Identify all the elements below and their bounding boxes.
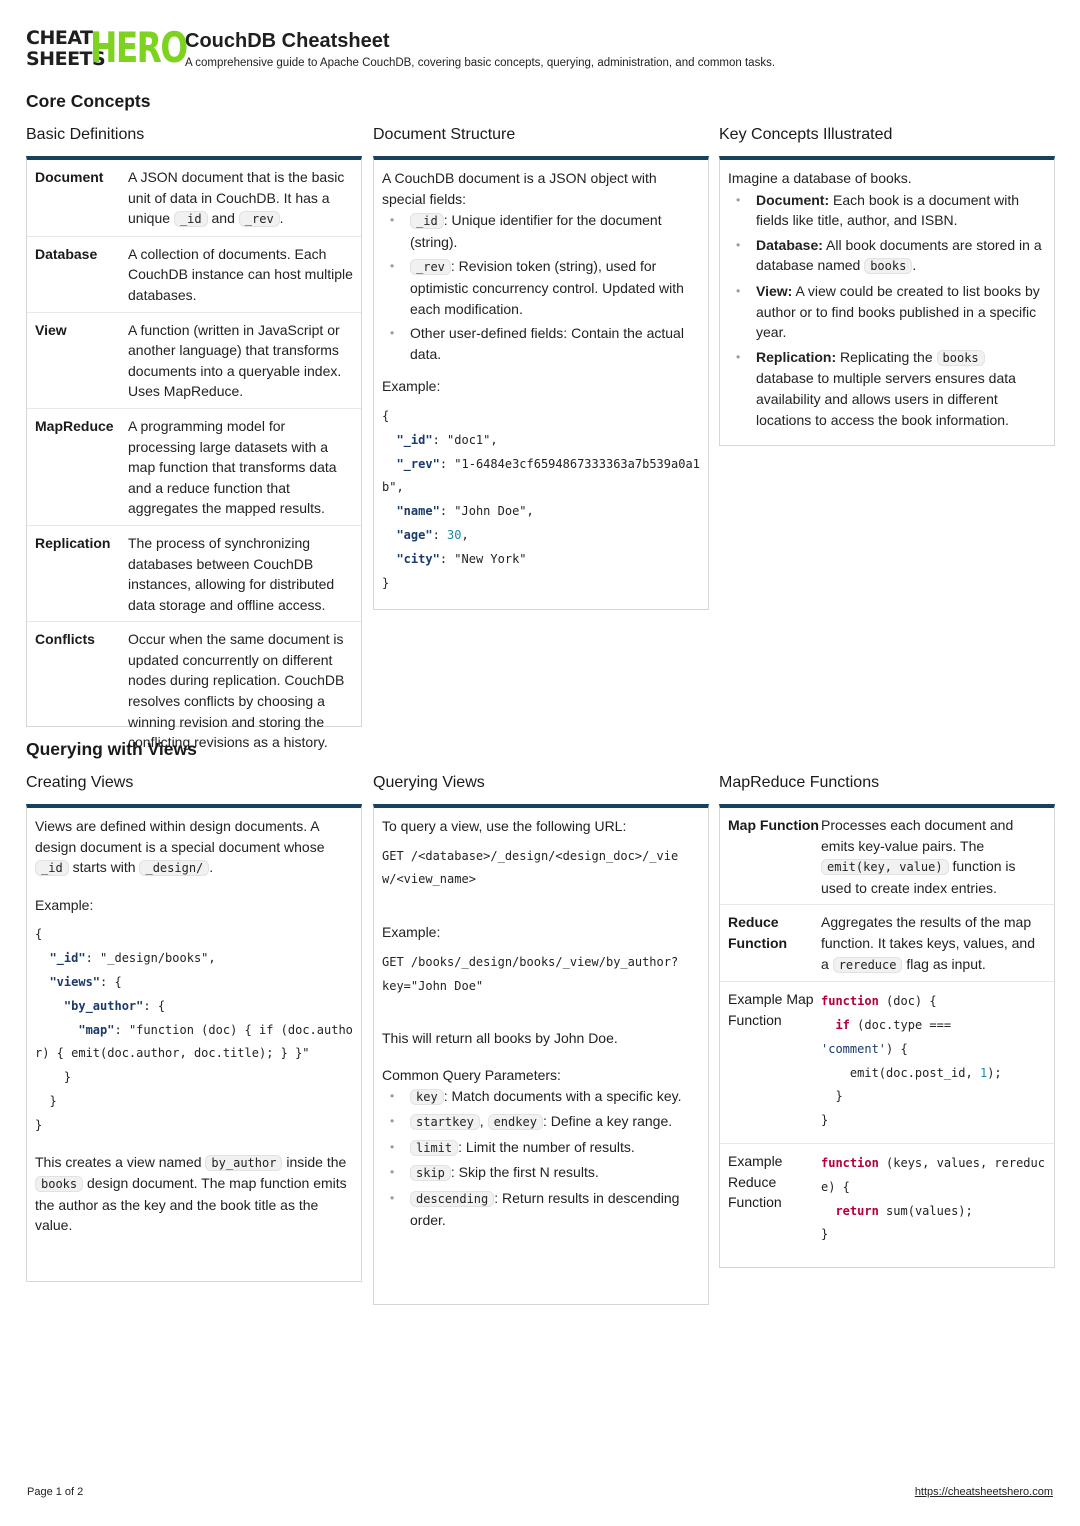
definition-row	[720, 1144, 1054, 1253]
inline-code: startkey	[410, 1114, 480, 1130]
list-item: • Database: All book documents are stored in a database named books .	[728, 235, 1046, 277]
code-token: {	[35, 927, 43, 942]
map-function-example	[821, 989, 1046, 1133]
list-item-text: : Unique identifier for the document (string).	[410, 212, 662, 250]
inline-code: endkey	[488, 1114, 543, 1130]
key-concepts-card	[719, 156, 1055, 446]
inline-code: _id	[174, 211, 208, 227]
list-item-text: Replicating the	[840, 348, 933, 365]
definition-text: A JSON document that is the basic unit of data in CouchDB. It has a unique _id and _rev .	[128, 169, 345, 227]
list-item	[382, 1188, 700, 1230]
logo-text-sheets: SHEETS	[26, 48, 106, 70]
definition-term: Document	[35, 169, 104, 185]
inline-code: _rev	[410, 259, 451, 275]
logo-text-hero: HERO	[90, 23, 187, 72]
example-url-code: GET /books/_design/books/_view/by_author?key="John Doe"	[382, 954, 679, 993]
definition-row	[27, 160, 361, 237]
text-part: inside the	[286, 1153, 347, 1170]
page-header	[26, 23, 1056, 74]
code-token: }	[49, 1093, 57, 1108]
text-part: Views are defined within design documents. A design document is a special document whose	[35, 818, 325, 855]
definition-text-part: and	[211, 210, 235, 227]
document-structure-intro: A CouchDB document is a JSON object with special fields:	[382, 170, 657, 207]
definition-text: A collection of documents. Each CouchDB instance can host multiple databases.	[128, 245, 353, 303]
definition-text	[821, 815, 1046, 898]
text-part: This creates a view named	[35, 1153, 202, 1170]
document-structure-card	[373, 156, 709, 610]
code-keyword: if	[835, 1017, 850, 1032]
query-result-text: This will return all books by John Doe.	[382, 1030, 618, 1047]
design-doc-example-code: { "_id": "_design/books", "views": { "by_author": { "map": "function (doc) { if (doc.author) { emit(doc.author, doc.title); } }" } } }	[35, 927, 353, 1132]
code-key: "_id"	[49, 951, 86, 966]
view-url-code: GET /<database>/_design/<design_doc>/_view/<view_name>	[382, 848, 679, 887]
code-token: (doc) {	[886, 994, 937, 1009]
inline-code: _design/	[139, 860, 209, 876]
list-item	[382, 1137, 700, 1159]
cheatsheetshero-logo[interactable]	[26, 23, 187, 72]
list-item	[728, 281, 1046, 343]
logo-text-cheat: CHEAT	[26, 27, 93, 49]
list-item-label: Database:	[756, 236, 823, 253]
inline-code: limit	[410, 1140, 458, 1156]
definition-term: View	[35, 321, 67, 338]
list-item-text: : Return results in descending order.	[410, 1189, 680, 1228]
code-token: ) {	[886, 1041, 908, 1056]
inline-code: books	[937, 350, 985, 366]
example-label: Example:	[382, 924, 441, 941]
card-title-creating-views: Creating Views	[26, 774, 134, 791]
code-token: }	[821, 1227, 829, 1242]
querying-views-card	[373, 804, 709, 1305]
list-item-text: Each book is a document with fields like title, author, and ISBN.	[756, 191, 1020, 229]
list-item-text: Other user-defined fields: Contain the actual data.	[410, 325, 684, 362]
definition-text: A function (written in JavaScript or another language) that transforms documents into a queryable index. Uses MapReduce.	[128, 321, 342, 400]
code-key: "by_author"	[63, 998, 144, 1013]
text-part: flag as input.	[906, 955, 986, 972]
text-part: Processes each document and emits key-value pairs. The	[821, 817, 1014, 854]
code-token: (keys, values, rereduce) {	[821, 1155, 1045, 1194]
inline-code: emit(key, value)	[821, 859, 949, 875]
page-number: Page 1 of 2	[27, 1486, 84, 1498]
inline-code: rereduce	[833, 957, 903, 973]
code-token: (doc.type ===	[857, 1017, 952, 1032]
code-token: }	[821, 1113, 829, 1128]
inline-code: _id	[35, 860, 69, 876]
text-part: Aggregates the results of the map function. It takes keys, values, and a	[821, 914, 1036, 972]
key-concepts-list	[728, 190, 1046, 431]
code-value: "function (doc) { if (doc.author) { emit(doc.author, doc.title); } }"	[35, 1022, 353, 1061]
definition-term: MapReduce	[35, 417, 114, 434]
special-fields-list	[382, 210, 700, 364]
creating-views-intro: Views are defined within design documents. A design document is a special document whose _id starts with _design/ .	[35, 818, 325, 876]
example-label: Example:	[382, 378, 441, 395]
code-token: emit(doc.post_id,	[849, 1065, 973, 1080]
code-key: "age"	[396, 527, 433, 542]
list-item	[728, 190, 1046, 231]
definition-term: Example Map Function	[728, 991, 814, 1028]
creating-views-card	[26, 804, 362, 1282]
list-item-text: : Skip the first N results.	[450, 1164, 599, 1181]
list-item	[382, 1162, 700, 1184]
card-title-key-concepts: Key Concepts Illustrated	[719, 126, 893, 143]
code-key: "map"	[78, 1022, 115, 1037]
list-item-text: : Match documents with a specific key.	[443, 1087, 682, 1104]
list-item-text: A view could be created to list books by author or to find books published in a specific year.	[756, 282, 1040, 341]
code-token: }	[63, 1070, 72, 1085]
definition-text: Occur when the same document is updated concurrently on different nodes during replication. CouchDB resolves conflicts by choosing a winning revision and storing the conflicting revisions as a history.	[128, 631, 345, 751]
query-params-list	[382, 1086, 700, 1231]
card-title-document-structure: Document Structure	[373, 126, 516, 143]
code-key: "_rev"	[396, 456, 440, 471]
text-part: design document. The map function emits the author as the key and the book title as the value.	[35, 1175, 347, 1234]
definition-row	[720, 905, 1054, 982]
creating-views-outro	[35, 1152, 353, 1236]
list-item: • startkey , endkey : Define a key range.	[382, 1111, 700, 1133]
definition-term: Database	[35, 245, 98, 262]
section-title-core-concepts: Core Concepts	[26, 91, 151, 111]
list-item-label: View:	[756, 282, 793, 299]
definition-row	[27, 526, 361, 622]
list-item-label: Replication:	[756, 348, 837, 365]
key-concepts-intro: Imagine a database of books.	[728, 170, 912, 186]
reduce-function-code	[821, 1152, 1046, 1247]
inline-code: books	[35, 1176, 83, 1192]
definition-text: A programming model for processing large datasets with a map function that transforms data and a reduce function that aggregates the mapped results.	[128, 417, 337, 517]
code-value: "_design/books"	[100, 951, 209, 966]
list-item-text: : Revision token (string), used for optimistic concurrency control. Updated with each modification.	[410, 258, 684, 317]
code-token: {	[382, 408, 390, 423]
code-value: "New York"	[454, 551, 527, 566]
list-item-text: database to multiple servers ensures data availability and allows users in different locations to access the book information.	[756, 370, 1016, 428]
definition-term: Replication	[35, 534, 111, 551]
example-label: Example:	[35, 896, 94, 913]
code-token: sum(values);	[886, 1203, 973, 1218]
inline-code: by_author	[205, 1155, 282, 1171]
page-subtitle: A comprehensive guide to Apache CouchDB, covering basic concepts, querying, administration, and common tasks.	[185, 57, 776, 69]
definition-row	[720, 982, 1054, 1144]
page-title: CouchDB Cheatsheet	[185, 30, 390, 52]
code-token: }	[35, 1117, 43, 1132]
section-title-querying-views: Querying with Views	[26, 739, 197, 759]
inline-code: descending	[410, 1191, 494, 1207]
definition-text	[821, 912, 1046, 975]
inline-code: key	[410, 1089, 444, 1105]
code-value: "John Doe"	[454, 504, 527, 519]
code-number: 30	[447, 527, 462, 542]
definition-text-part: A JSON document that is the basic unit of data in CouchDB. It has a unique	[128, 169, 345, 227]
code-token: }	[382, 575, 390, 590]
definition-term: Example Reduce Function	[728, 1152, 783, 1211]
definition-row	[27, 237, 361, 313]
list-item	[382, 256, 700, 319]
text-part: function is used to create index entries.	[821, 858, 1016, 896]
list-item	[382, 323, 700, 364]
list-item	[728, 347, 1046, 430]
mapreduce-functions-card	[719, 804, 1055, 1268]
inline-code: skip	[410, 1165, 451, 1181]
inline-code: _id	[410, 213, 444, 229]
text-part: starts with	[72, 859, 136, 876]
list-item-text: : Limit the number of results.	[458, 1138, 635, 1155]
reduce-function-example	[821, 1151, 1046, 1247]
code-token: }	[835, 1089, 843, 1104]
inline-code: books	[864, 258, 912, 274]
code-key: "_id"	[396, 432, 433, 447]
card-title-basic-definitions: Basic Definitions	[26, 126, 145, 143]
code-key: "city"	[396, 551, 440, 566]
code-keyword: function	[821, 994, 879, 1009]
code-string: 'comment'	[821, 1041, 887, 1056]
definition-term: Conflicts	[35, 631, 95, 648]
code-keyword: return	[835, 1203, 879, 1218]
querying-views-intro: To query a view, use the following URL:	[382, 818, 627, 834]
list-item	[382, 1086, 700, 1108]
definition-term: Reduce Function	[728, 914, 788, 951]
definition-text: The process of synchronizing databases between CouchDB instances, allowing for distributed data storage and offline access.	[128, 534, 335, 613]
card-title-querying-views: Querying Views	[373, 774, 485, 791]
site-link[interactable]: https://cheatsheetshero.com	[914, 1486, 1053, 1498]
list-item	[382, 210, 700, 252]
code-value: "1-6484e3cf6594867333363a7b539a0a1b"	[382, 456, 700, 495]
card-title-mapreduce-functions: MapReduce Functions	[719, 774, 880, 791]
map-function-code	[821, 990, 1046, 1133]
definition-row	[720, 808, 1054, 905]
code-key: "views"	[49, 974, 101, 989]
list-item-text: All book documents are stored in a database named	[756, 236, 1042, 274]
definition-row	[27, 409, 361, 526]
list-item-text: : Define a key range.	[542, 1113, 673, 1130]
definition-term: Map Function	[728, 817, 819, 833]
code-number: 1	[979, 1065, 988, 1080]
code-value: "doc1"	[447, 432, 491, 447]
definition-row	[27, 313, 361, 409]
query-params-label: Common Query Parameters:	[382, 1066, 561, 1083]
code-keyword: function	[821, 1155, 879, 1170]
json-example-code: { "_id": "doc1", "_rev": "1-6484e3cf6594867333363a7b539a0a1b", "name": "John Doe", "age": 30, "city": "New York" }	[382, 408, 700, 590]
code-key: "name"	[396, 504, 440, 519]
code-token: );	[987, 1065, 1002, 1080]
list-item-label: Document:	[756, 191, 830, 208]
inline-code: _rev	[239, 211, 280, 227]
